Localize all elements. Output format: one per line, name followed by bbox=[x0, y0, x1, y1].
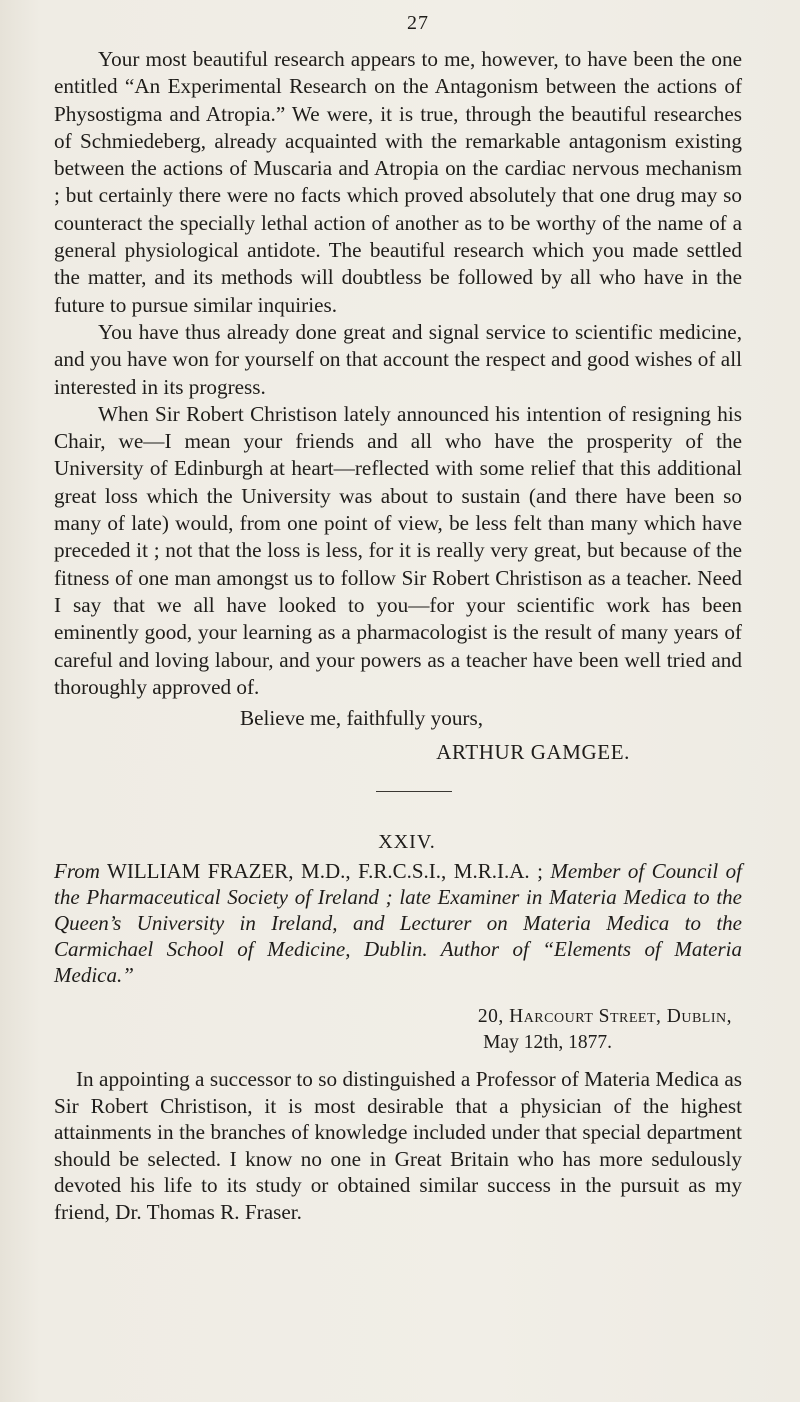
letter-from-block bbox=[54, 858, 742, 988]
body-paragraph-1: Your most beautiful research appears to me, however, to have been the one entitled “An Experimental Research on the Antagonism between the actions of Physostigma and Atropia.” We were, it is true, through the beautiful researches of Schmiedeberg, already acquainted with the remarkable antagonism existing between the actions of Muscaria and Atropia on the cardiac nervous mechanism ; but certainly there were no facts which proved absolutely that one drug may so counteract the specially lethal action of another as to be worthy of the name of a general physiological antidote. The beautiful research which you made settled the matter, and its methods will doubtless be followed by all who have in the future to pursue similar inquiries. bbox=[54, 47, 742, 317]
letter-xxiii-body bbox=[54, 46, 742, 769]
body-paragraph-2: You have thus already done great and signal service to scientific medicine, and you have won for yourself on that account the respect and good wishes of all interested in its progress. bbox=[54, 319, 742, 399]
author-credentials: Member of Council of the Pharmaceutical Society of Ireland ; late Examiner in Materia Medica to the Queen’s University in Ireland, and Lecturer on Materia Medica to the Carmichael School of Medicine, Dublin. Author of “Elements of Materia Medica.” bbox=[54, 859, 742, 988]
body-paragraph-3: When Sir Robert Christison lately announced his intention of resigning his Chair, we—I mean your friends and all who have the prosperity of the University of Edinburgh at heart—reflected with some relief that this additional great loss which the University was about to sustain (and there have been so many of late) would, from one point of view, be less felt than many which have preceded it ; not that the loss is less, for it is really very great, but because of the fitness of one man amongst us to follow Sir Robert Christison as a teacher. Need I say that we all have looked to you—for your scientific work has been eminently good, your learning as a pharmacologist is the result of many years of careful and loving labour, and your powers as a teacher have been well tried and thoroughly approved of. bbox=[54, 401, 742, 699]
section-number: XXIV. bbox=[378, 831, 436, 854]
letter-xxiv-paragraph: In appointing a successor to so distinguished a Professor of Materia Medica as Sir Robert Christison, it is most desirable that a physician of the highest attainments in the branches of knowledge included under that special department should be selected. I know no one in Great Britain who has more sedulously devoted his life to its study or obtained similar success in the pursuit as my friend, Dr. Thomas R. Fraser. bbox=[54, 1067, 742, 1224]
letter-closing: Believe me, faithfully yours, bbox=[240, 706, 484, 731]
letter-address bbox=[54, 1004, 742, 1056]
letter-signature: ARTHUR GAMGEE. bbox=[436, 740, 630, 765]
section-divider bbox=[376, 791, 452, 792]
letter-date: May 12th, 1877. bbox=[483, 1032, 612, 1054]
address-line: 20, Harcourt Street, Dublin, bbox=[477, 1006, 732, 1028]
author-name: WILLIAM FRAZER, M.D., F.R.C.S.I., M.R.I.A. ; bbox=[107, 859, 543, 884]
page-number: 27 bbox=[407, 12, 429, 34]
from-label: From bbox=[54, 859, 100, 884]
